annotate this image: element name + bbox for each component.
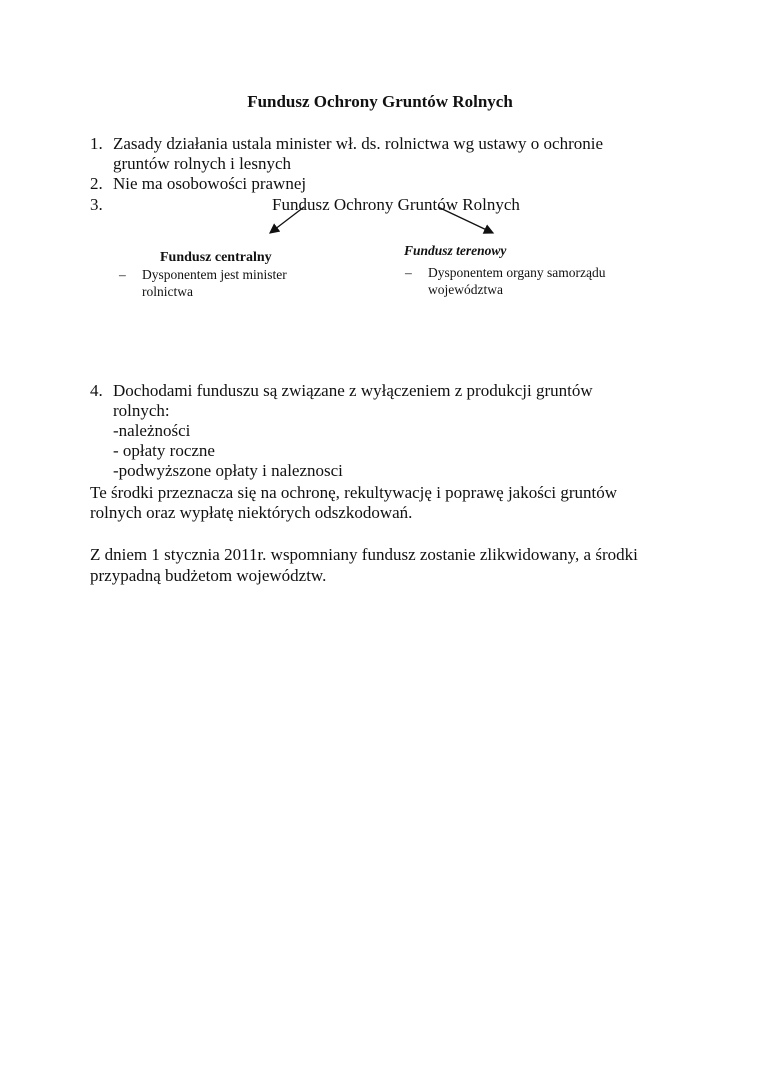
list-number-3: 3.	[90, 195, 103, 214]
central-fund-line1: Dysponentem jest minister	[142, 267, 287, 282]
terenowy-fund-line2: województwa	[428, 282, 503, 297]
central-fund-line2: rolnictwa	[142, 284, 193, 299]
paragraph1-line1: Te środki przeznacza się na ochronę, rekultywację i poprawę jakości gruntów	[90, 483, 618, 502]
item4-sub-2: - opłaty roczne	[113, 441, 215, 460]
list-number-4: 4.	[90, 381, 103, 400]
item4-sub-1: -należności	[113, 421, 191, 440]
central-fund-bullet: –	[119, 267, 126, 282]
terenowy-fund-line1: Dysponentem organy samorządu	[428, 265, 606, 280]
arrow-to-central	[270, 207, 304, 233]
diagram-title: Fundusz Ochrony Gruntów Rolnych	[272, 195, 520, 214]
paragraph1-line2: rolnych oraz wypłatę niektórych odszkodowań.	[90, 503, 413, 522]
item1-text-line2: gruntów rolnych i lesnych	[113, 154, 291, 173]
item1-text-line1: Zasady działania ustala minister wł. ds. rolnictwa wg ustawy o ochronie	[113, 134, 604, 153]
terenowy-fund-bullet: –	[405, 265, 412, 280]
item4-text-line2: rolnych:	[113, 401, 170, 420]
terenowy-fund-heading: Fundusz terenowy	[404, 243, 507, 258]
paragraph2-line1: Z dniem 1 stycznia 2011r. wspomniany fundusz zostanie zlikwidowany, a środki	[90, 545, 638, 564]
list-number-2: 2.	[90, 174, 103, 193]
item4-sub-3: -podwyższone opłaty i naleznosci	[113, 461, 343, 480]
paragraph2-line2: przypadną budżetom województw.	[90, 566, 327, 585]
item2-text: Nie ma osobowości prawnej	[113, 174, 307, 193]
list-number-1: 1.	[90, 134, 103, 153]
central-fund-heading: Fundusz centralny	[160, 250, 272, 265]
item4-text-line1: Dochodami funduszu są związane z wyłączeniem z produkcji gruntów	[113, 381, 593, 400]
arrow-to-terenowy	[438, 207, 493, 233]
page-title: Fundusz Ochrony Gruntów Rolnych	[247, 92, 513, 111]
